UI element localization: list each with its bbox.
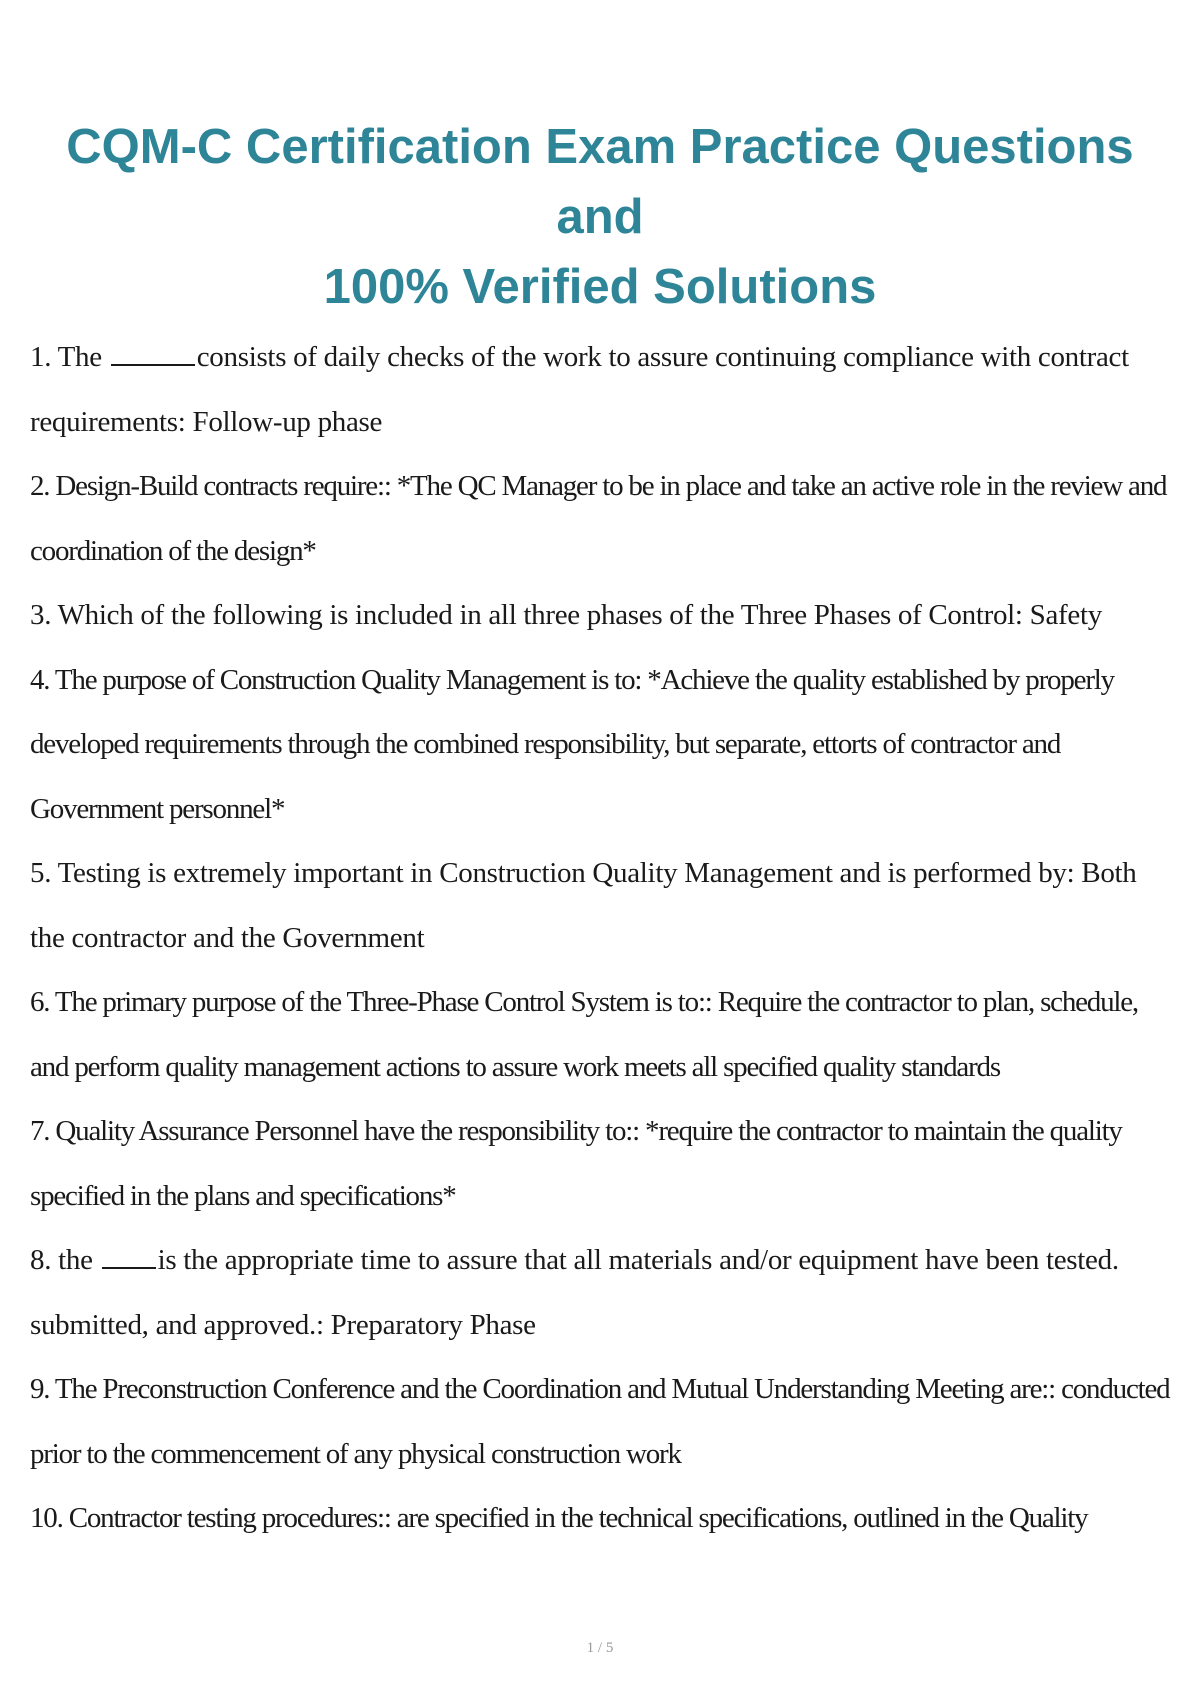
question-2	[30, 454, 1170, 583]
answer-blank	[111, 336, 195, 366]
question-text: Contractor testing procedures:: are specified in the technical specifications, outlined in the Quality	[68, 1502, 1088, 1534]
page-number: 1 / 5	[586, 1640, 614, 1656]
question-4	[30, 648, 1170, 842]
question-number: 1.	[30, 341, 52, 373]
document-title	[20, 112, 1180, 322]
question-10	[30, 1486, 1170, 1551]
question-text: Which of the following is included in all three phases of the Three Phases of Control: Safety	[57, 599, 1102, 631]
question-text: Design-Build contracts require:: *The QC Manager to be in place and take an active role in the review and coordination of the design*	[30, 470, 1167, 567]
question-number: 9.	[30, 1373, 50, 1405]
question-text: The purpose of Construction Quality Management is to: *Achieve the quality established by properly developed requirements through the combined responsibility, but separate, ettorts of contractor and Government personnel*	[30, 663, 1114, 825]
title-line-1: CQM-C Certification Exam Practice Questions and	[66, 120, 1134, 244]
question-number: 6.	[30, 986, 50, 1018]
question-list	[30, 325, 1170, 1551]
question-text: is the appropriate time to assure that all materials and/or equipment have been tested. submitted, and approved.: Preparatory Phase	[30, 1244, 1119, 1341]
question-number: 3.	[30, 599, 52, 631]
answer-blank	[102, 1239, 156, 1269]
question-1	[30, 325, 1170, 454]
question-5	[30, 841, 1170, 970]
question-text: Quality Assurance Personnel have the responsibility to:: *require the contractor to maintain the quality specified in the plans and specifications*	[30, 1115, 1122, 1212]
question-text-start: the	[58, 1244, 93, 1276]
question-text-start: The	[57, 341, 102, 373]
question-text: The primary purpose of the Three-Phase Control System is to:: Require the contractor to plan, schedule, and perform quality management actions to assure work meets all specified quality standards	[30, 986, 1138, 1083]
question-number: 5.	[30, 857, 52, 889]
question-number: 8.	[30, 1244, 52, 1276]
question-text: consists of daily checks of the work to assure continuing compliance with contract requirements: Follow-up phase	[30, 341, 1129, 438]
question-text: The Preconstruction Conference and the Coordination and Mutual Understanding Meeting are:: conducted prior to the commencement of any physical construction work	[30, 1373, 1170, 1470]
question-3	[30, 583, 1170, 648]
question-number: 7.	[30, 1115, 50, 1147]
question-7	[30, 1099, 1170, 1228]
question-8	[30, 1228, 1170, 1357]
title-line-2: 100% Verified Solutions	[323, 260, 877, 314]
question-number: 4.	[30, 663, 50, 696]
question-number: 2.	[30, 470, 50, 502]
question-text: Testing is extremely important in Construction Quality Management and is performed by: Both the contractor and the Government	[30, 857, 1137, 954]
question-6	[30, 970, 1170, 1099]
question-number: 10.	[30, 1502, 63, 1534]
question-9	[30, 1357, 1170, 1486]
